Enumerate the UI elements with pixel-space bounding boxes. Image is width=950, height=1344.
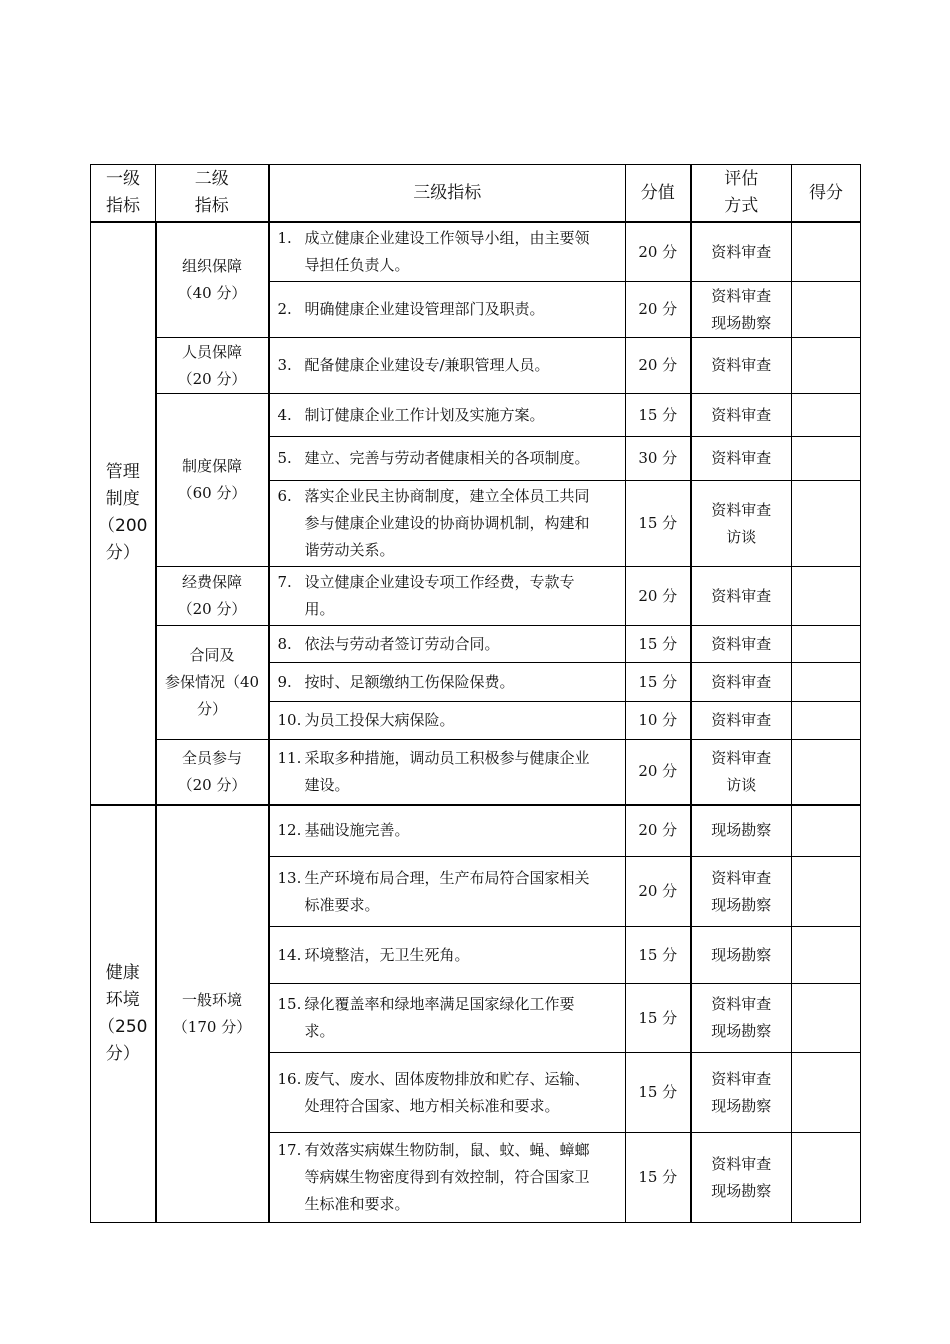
text-line: 访谈	[726, 775, 757, 794]
text-line: 按时、足额缴纳工伤保险保费。	[304, 672, 515, 691]
item-number: 7.	[277, 573, 292, 591]
method-cell	[691, 927, 792, 984]
method-cell	[691, 1133, 792, 1223]
text-line: 合同及	[189, 646, 235, 664]
item-number: 9.	[277, 672, 292, 691]
item-number: 15.	[277, 995, 302, 1013]
got-score-cell[interactable]	[792, 1133, 861, 1223]
table-header-row	[91, 165, 861, 223]
text-line: 基础设施完善。	[304, 821, 410, 840]
got-score-cell[interactable]	[792, 481, 861, 567]
level2-cell	[156, 805, 269, 1223]
level3-cell	[269, 805, 626, 857]
item-text	[305, 1066, 618, 1120]
text-line: 资料审查	[711, 995, 772, 1013]
text-line: 访谈	[726, 527, 757, 546]
item-text	[305, 445, 618, 472]
text-line: 环境整洁，无卫生死角。	[304, 945, 470, 964]
text-line: （20 分）	[177, 600, 247, 618]
text-line: 资料审查	[711, 449, 772, 467]
text-line: 为员工投保大病保险。	[304, 711, 455, 729]
text-line: （20 分）	[177, 775, 247, 794]
text-line: 标准要求。	[304, 895, 380, 914]
item-text	[305, 631, 618, 658]
score-cell: 20 分	[626, 567, 691, 626]
got-score-cell[interactable]	[792, 437, 861, 481]
text-line: 依法与劳动者签订劳动合同。	[304, 634, 500, 653]
item-text	[305, 569, 618, 623]
got-score-cell[interactable]	[792, 282, 861, 338]
text-line: 现场勘察	[711, 821, 772, 840]
score-cell: 15 分	[626, 1053, 691, 1133]
text-line: （20 分）	[177, 369, 247, 388]
text-line: 资料审查	[711, 405, 772, 424]
level3-cell	[269, 740, 626, 805]
score-cell: 20 分	[626, 222, 691, 282]
method-cell	[691, 437, 792, 481]
item-number: 11.	[277, 748, 302, 767]
text-line: 资料审查	[711, 711, 772, 729]
score-cell: 30 分	[626, 437, 691, 481]
item-number: 3.	[277, 356, 292, 374]
text-line: 资料审查	[711, 1154, 772, 1173]
table-row	[91, 567, 861, 626]
item-text	[305, 483, 618, 564]
evaluation-table	[90, 164, 861, 1223]
score-cell: 20 分	[626, 740, 691, 805]
table-row	[91, 222, 861, 282]
item-text	[305, 402, 618, 429]
text-line: 求。	[304, 1022, 335, 1040]
text-line: 资料审查	[711, 356, 772, 374]
text-line: 经费保障	[181, 573, 242, 591]
text-line: 建设。	[304, 775, 350, 794]
item-text	[305, 745, 618, 799]
text-line: 资料审查	[711, 242, 772, 261]
text-line: 废气、废水、固体废物排放和贮存、运输、	[304, 1069, 590, 1088]
text-line: 参与健康企业建设的协商协调机制，构建和	[304, 514, 590, 532]
got-score-cell[interactable]	[792, 567, 861, 626]
got-score-cell[interactable]	[792, 394, 861, 437]
method-cell	[691, 394, 792, 437]
text-line: 人员保障	[181, 342, 242, 361]
text-line: 分）	[105, 543, 140, 564]
text-line: 分）	[196, 700, 227, 718]
level3-cell	[269, 567, 626, 626]
table-row	[91, 394, 861, 437]
text-line: 健康	[105, 962, 140, 983]
item-number: 4.	[277, 405, 292, 424]
method-cell	[691, 338, 792, 394]
text-line: 全员参与	[181, 748, 242, 767]
level3-cell	[269, 626, 626, 663]
header-score: 分值	[626, 165, 691, 223]
item-text	[305, 296, 618, 323]
item-number: 1.	[277, 229, 292, 247]
text-line: 建立、完善与劳动者健康相关的各项制度。	[304, 449, 590, 467]
text-line: 现场勘察	[711, 945, 772, 964]
item-number: 6.	[277, 487, 292, 505]
method-cell	[691, 1053, 792, 1133]
text-line: 资料审查	[711, 672, 772, 691]
got-score-cell[interactable]	[792, 857, 861, 927]
got-score-cell[interactable]	[792, 1053, 861, 1133]
level2-cell	[156, 567, 269, 626]
level3-cell	[269, 437, 626, 481]
method-cell	[691, 567, 792, 626]
level3-cell	[269, 338, 626, 394]
method-cell	[691, 805, 792, 857]
got-score-cell[interactable]	[792, 740, 861, 805]
level3-cell	[269, 1053, 626, 1133]
text-line: 资料审查	[711, 748, 772, 767]
text-line: 参保情况（40	[164, 673, 260, 691]
item-text	[305, 1137, 618, 1218]
text-line: 制订健康企业工作计划及实施方案。	[304, 405, 545, 424]
text-line: 用。	[304, 600, 335, 618]
text-line: 资料审查	[711, 286, 772, 305]
text-line: 设立健康企业建设专项工作经费，专款专	[304, 573, 575, 591]
score-cell: 20 分	[626, 338, 691, 394]
level3-cell	[269, 222, 626, 282]
text-line: 成立健康企业建设工作领导小组，由主要领	[304, 229, 590, 247]
level3-cell	[269, 663, 626, 702]
level3-cell	[269, 481, 626, 567]
got-score-cell[interactable]	[792, 984, 861, 1053]
header-level3: 三级指标	[269, 165, 626, 223]
header-level1: 一级 指标	[91, 165, 156, 223]
method-cell	[691, 282, 792, 338]
level3-cell	[269, 984, 626, 1053]
item-text	[305, 707, 618, 734]
level3-cell	[269, 394, 626, 437]
header-level2: 二级 指标	[156, 165, 269, 223]
text-line: 现场勘察	[711, 313, 772, 332]
text-line: 有效落实病媒生物防制，鼠、蚊、蝇、蟑螂	[304, 1141, 590, 1159]
item-text	[305, 942, 618, 969]
level3-cell	[269, 702, 626, 740]
text-line: 配备健康企业建设专/兼职管理人员。	[304, 356, 550, 374]
score-cell: 15 分	[626, 394, 691, 437]
score-cell: 15 分	[626, 663, 691, 702]
item-text	[305, 991, 618, 1045]
got-score-cell[interactable]	[792, 702, 861, 740]
score-cell: 20 分	[626, 857, 691, 927]
method-cell	[691, 984, 792, 1053]
score-cell: 20 分	[626, 282, 691, 338]
text-line: 谐劳动关系。	[304, 541, 395, 559]
score-cell: 15 分	[626, 984, 691, 1053]
text-line: （60 分）	[177, 484, 247, 502]
item-number: 5.	[277, 449, 292, 467]
evaluation-table-container	[90, 164, 860, 1223]
got-score-cell[interactable]	[792, 805, 861, 857]
item-number: 13.	[277, 868, 302, 887]
text-line: 组织保障	[181, 257, 242, 275]
method-cell	[691, 857, 792, 927]
table-row	[91, 805, 861, 857]
text-line: 管理	[105, 462, 140, 483]
text-line: 分）	[105, 1043, 140, 1064]
text-line: 绿化覆盖率和绿地率满足国家绿化工作要	[304, 995, 575, 1013]
text-line: 环境	[105, 989, 140, 1010]
item-number: 8.	[277, 634, 292, 653]
level3-cell	[269, 1133, 626, 1223]
item-number: 2.	[277, 300, 292, 318]
item-text	[305, 865, 618, 919]
text-line: 采取多种措施，调动员工积极参与健康企业	[304, 748, 590, 767]
item-number: 12.	[277, 821, 302, 840]
got-score-cell[interactable]	[792, 338, 861, 394]
got-score-cell[interactable]	[792, 927, 861, 984]
level1-cell	[91, 222, 156, 805]
level3-cell	[269, 927, 626, 984]
text-line: 现场勘察	[711, 1022, 772, 1040]
text-line: 明确健康企业建设管理部门及职责。	[304, 300, 545, 318]
method-cell	[691, 663, 792, 702]
got-score-cell[interactable]	[792, 222, 861, 282]
text-line: 现场勘察	[711, 1096, 772, 1115]
level1-cell	[91, 805, 156, 1223]
text-line: 生标准和要求。	[304, 1195, 410, 1213]
text-line: 资料审查	[711, 1069, 772, 1088]
score-cell: 20 分	[626, 805, 691, 857]
score-cell: 15 分	[626, 626, 691, 663]
text-line: 资料审查	[711, 634, 772, 653]
item-text	[305, 669, 618, 696]
item-number: 16.	[277, 1069, 302, 1088]
level2-cell	[156, 626, 269, 740]
score-cell: 15 分	[626, 1133, 691, 1223]
text-line: （200	[98, 516, 148, 537]
level2-cell	[156, 222, 269, 338]
got-score-cell[interactable]	[792, 626, 861, 663]
item-number: 14.	[277, 945, 302, 964]
method-cell	[691, 740, 792, 805]
text-line: （170 分）	[172, 1017, 252, 1036]
text-line: 制度	[105, 489, 140, 510]
item-text	[305, 352, 618, 379]
text-line: 等病媒生物密度得到有效控制，符合国家卫	[304, 1168, 590, 1186]
text-line: 资料审查	[711, 500, 772, 519]
text-line: 资料审查	[711, 586, 772, 605]
got-score-cell[interactable]	[792, 663, 861, 702]
table-body	[91, 222, 861, 1223]
table-row	[91, 740, 861, 805]
text-line: 处理符合国家、地方相关标准和要求。	[304, 1096, 560, 1115]
text-line: 一般环境	[181, 990, 242, 1009]
header-method: 评估 方式	[691, 165, 792, 223]
table-row	[91, 626, 861, 663]
method-cell	[691, 481, 792, 567]
level2-cell	[156, 394, 269, 567]
level2-cell	[156, 740, 269, 805]
score-cell: 15 分	[626, 927, 691, 984]
item-text	[305, 225, 618, 279]
level3-cell	[269, 282, 626, 338]
text-line: 现场勘察	[711, 895, 772, 914]
score-cell: 15 分	[626, 481, 691, 567]
method-cell	[691, 626, 792, 663]
method-cell	[691, 702, 792, 740]
text-line: （250	[98, 1016, 148, 1037]
text-line: 导担任负责人。	[304, 256, 410, 274]
header-got: 得分	[792, 165, 861, 223]
text-line: 现场勘察	[711, 1181, 772, 1200]
text-line: 落实企业民主协商制度，建立全体员工共同	[304, 487, 590, 505]
text-line: 制度保障	[181, 457, 242, 475]
score-cell: 10 分	[626, 702, 691, 740]
method-cell	[691, 222, 792, 282]
level2-cell	[156, 338, 269, 394]
item-number: 10.	[277, 711, 302, 729]
text-line: （40 分）	[177, 284, 247, 302]
item-text	[305, 817, 618, 844]
level3-cell	[269, 857, 626, 927]
text-line: 生产环境布局合理，生产布局符合国家相关	[304, 868, 590, 887]
table-row	[91, 338, 861, 394]
item-number: 17.	[277, 1141, 302, 1159]
text-line: 资料审查	[711, 868, 772, 887]
